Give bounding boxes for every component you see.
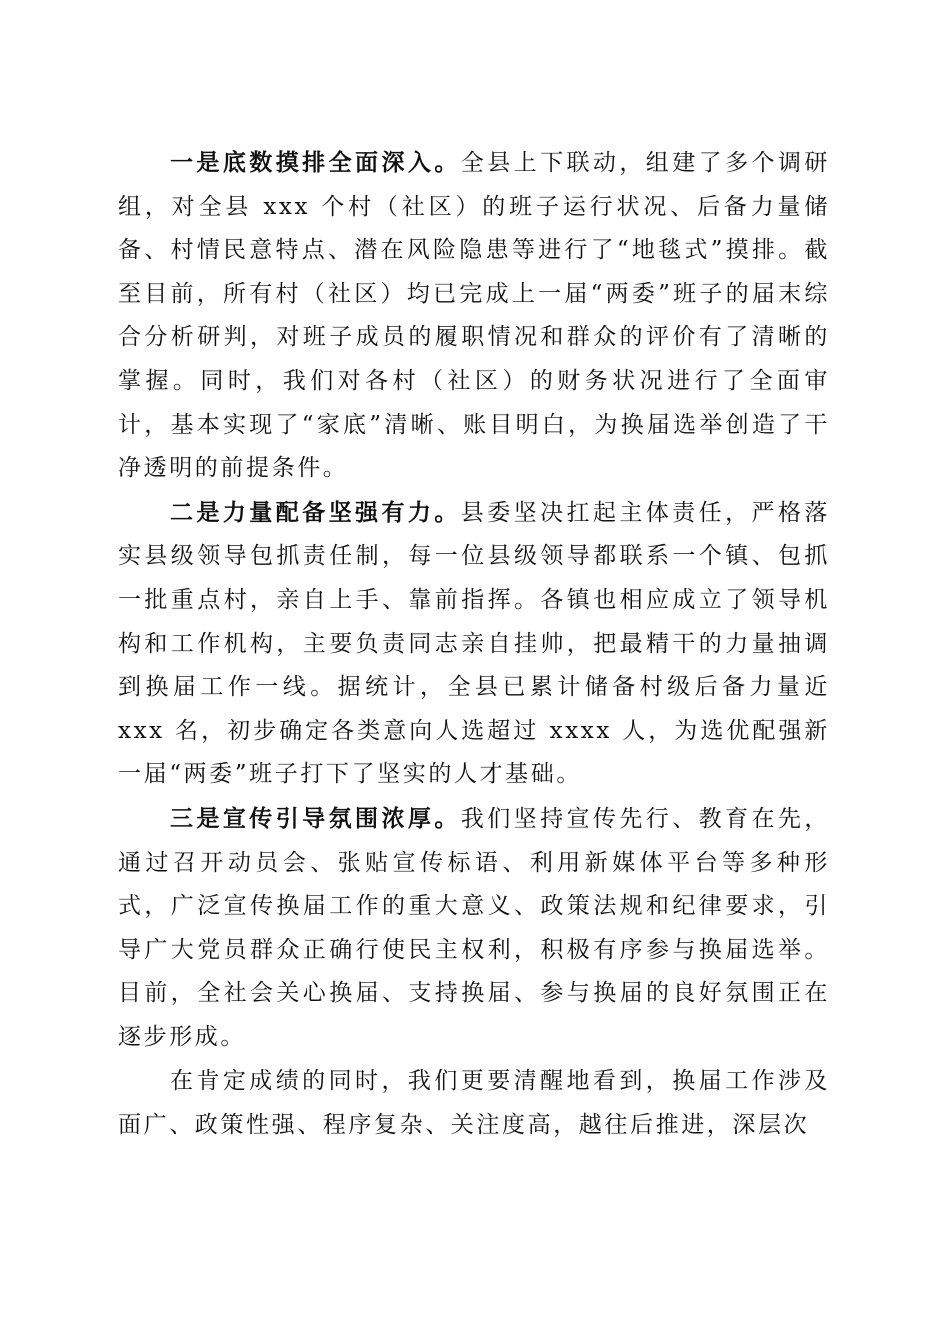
- paragraph-heading: 一是底数摸排全面深入。: [170, 149, 461, 176]
- paragraph-text: 在肯定成绩的同时，我们更要清醒地看到，换届工作涉及面广、政策性强、程序复杂、关注度高，越往后推进，深层次: [118, 1068, 830, 1139]
- paragraph-outlook: [118, 1059, 830, 1147]
- paragraph-heading: 三是宣传引导氛围浓厚。: [170, 804, 461, 832]
- paragraph-publicity: [118, 797, 830, 1060]
- paragraph-text: 我们坚持宣传先行、教育在先，通过召开动员会、张贴宣传标语、利用新媒体平台等多种形式，广泛宣传换届工作的重大意义、政策法规和纪律要求，引导广大党员群众正确行使民主权利，积极有序参与换届选举。目前，全社会关心换届、支持换届、参与换届的良好氛围正在逐步形成。: [118, 805, 830, 1050]
- paragraph-heading: 二是力量配备坚强有力。: [170, 498, 461, 526]
- paragraph-survey: [118, 141, 830, 491]
- paragraph-text: 全县上下联动，组建了多个调研组，对全县 xxx 个村（社区）的班子运行状况、后备力量储备、村情民意特点、潜在风险隐患等进行了“地毯式”摸排。截至目前，所有村（社区）均已完成上一届“两委”班子的届末综合分析研判，对班子成员的履职情况和群众的评价有了清晰的掌握。同时，我们对各村（社区）的财务状况进行了全面审计，基本实现了“家底”清晰、账目明白，为换届选举创造了干净透明的前提条件。: [118, 150, 830, 482]
- paragraph-text: 县委坚决扛起主体责任，严格落实县级领导包抓责任制，每一位县级领导都联系一个镇、包抓一批重点村，亲自上手、靠前指挥。各镇也相应成立了领导机构和工作机构，主要负责同志亲自挂帅，把最精干的力量抽调到换届工作一线。据统计，全县已累计储备村级后备力量近 xxx 名，初步确定各类意向人选超过 xxxx 人，为选优配强新一届“两委”班子打下了坚实的人才基础。: [118, 499, 830, 788]
- document-body: [118, 141, 830, 1148]
- paragraph-staffing: [118, 491, 830, 797]
